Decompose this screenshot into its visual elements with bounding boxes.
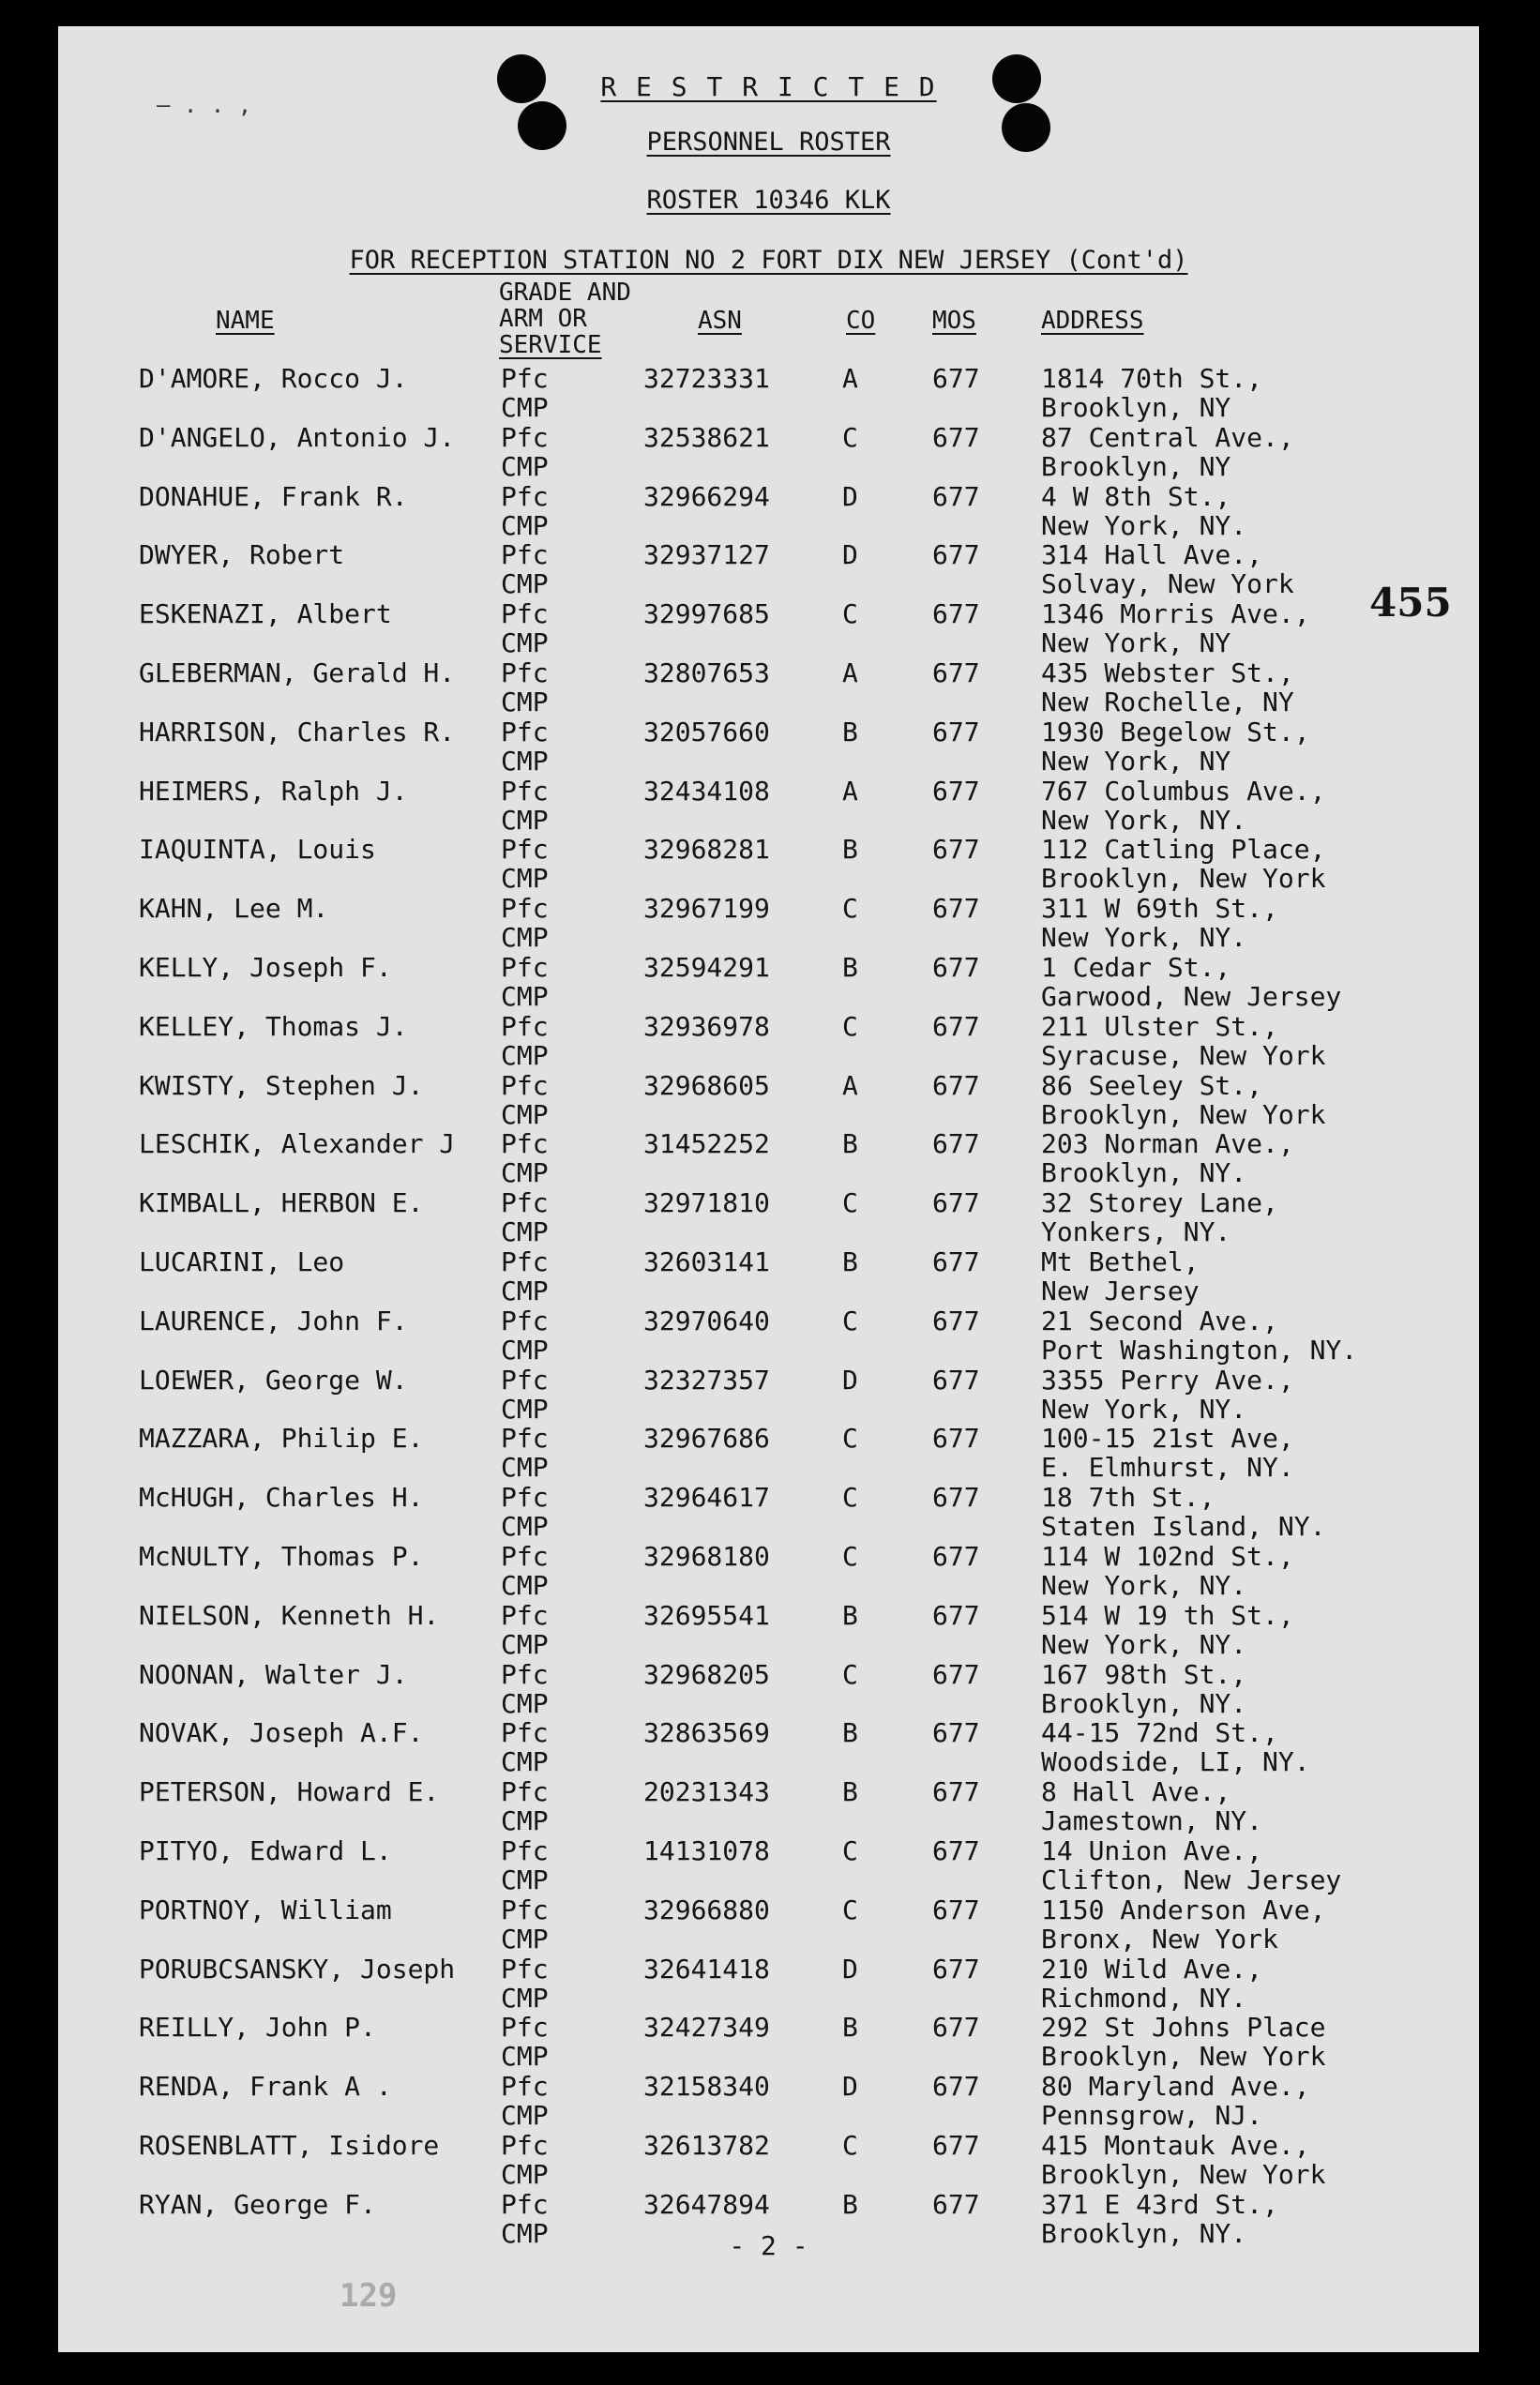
cell-addr2: Yonkers, NY.: [1041, 1216, 1231, 1248]
cell-co: B: [842, 1717, 858, 1749]
cell-co: B: [842, 952, 858, 983]
cell-asn: 32966294: [643, 480, 770, 512]
cell-addr1: 211 Ulster St.,: [1041, 1010, 1278, 1042]
column-header-grade: [499, 279, 631, 358]
cell-mos: 677: [932, 834, 980, 866]
cell-arm: CMP: [501, 922, 549, 954]
cell-arm: CMP: [501, 1570, 549, 1601]
cell-co: C: [842, 1658, 858, 1690]
cell-addr1: 311 W 69th St.,: [1041, 893, 1278, 925]
cell-asn: 32057660: [643, 716, 770, 747]
cell-name: REILLY, John P.: [139, 2012, 376, 2044]
cell-grade: Pfc: [501, 1482, 549, 1514]
cell-grade: Pfc: [501, 1010, 549, 1042]
cell-addr2: Brooklyn, NY.: [1041, 1157, 1247, 1189]
cell-addr2: Staten Island, NY.: [1041, 1511, 1326, 1543]
cell-co: D: [842, 480, 858, 512]
cell-grade: Pfc: [501, 2130, 549, 2161]
cell-co: C: [842, 1423, 858, 1455]
cell-addr1: 1930 Begelow St.,: [1041, 716, 1310, 747]
cell-mos: 677: [932, 775, 980, 807]
cell-asn: 32970640: [643, 1305, 770, 1336]
cell-asn: 32538621: [643, 421, 770, 453]
cell-mos: 677: [932, 2071, 980, 2103]
cell-asn: 32434108: [643, 775, 770, 807]
cell-grade: Pfc: [501, 1364, 549, 1396]
cell-co: C: [842, 1835, 858, 1866]
cell-addr1: 114 W 102nd St.,: [1041, 1541, 1294, 1572]
cell-co: B: [842, 2012, 858, 2044]
cell-name: NIELSON, Kenneth H.: [139, 1599, 440, 1631]
cell-addr2: Brooklyn, NY.: [1041, 1687, 1247, 1719]
cell-addr2: Brooklyn, New York: [1041, 2041, 1326, 2073]
cell-asn: 32968180: [643, 1541, 770, 1572]
cell-addr2: Syracuse, New York: [1041, 1039, 1326, 1071]
cell-mos: 677: [932, 598, 980, 630]
cell-grade: Pfc: [501, 1423, 549, 1455]
cell-asn: 32613782: [643, 2130, 770, 2161]
cell-addr1: Mt Bethel,: [1041, 1246, 1200, 1277]
cell-grade: Pfc: [501, 1069, 549, 1101]
cell-arm: CMP: [501, 745, 549, 777]
cell-addr2: Pennsgrow, NJ.: [1041, 2100, 1263, 2132]
restricted-heading: R E S T R I C T E D: [600, 71, 937, 102]
cell-grade: Pfc: [501, 2188, 549, 2220]
cell-grade: Pfc: [501, 1128, 549, 1160]
cell-arm: CMP: [501, 1746, 549, 1778]
cell-arm: CMP: [501, 804, 549, 836]
cell-mos: 677: [932, 1246, 980, 1277]
cell-addr1: 8 Hall Ave.,: [1041, 1776, 1231, 1808]
cell-arm: CMP: [501, 1628, 549, 1660]
cell-arm: CMP: [501, 1216, 549, 1248]
cell-addr1: 112 Catling Place,: [1041, 834, 1326, 866]
cell-mos: 677: [932, 363, 980, 394]
cell-co: B: [842, 834, 858, 866]
cell-co: A: [842, 1069, 858, 1101]
cell-co: D: [842, 2071, 858, 2103]
cell-name: DWYER, Robert: [139, 539, 345, 571]
cell-mos: 677: [932, 1953, 980, 1985]
cell-addr2: New York, NY: [1041, 627, 1231, 659]
cell-name: MAZZARA, Philip E.: [139, 1423, 424, 1455]
cell-arm: CMP: [501, 1687, 549, 1719]
cell-addr2: New Jersey: [1041, 1276, 1200, 1306]
cell-addr2: Brooklyn, New York: [1041, 1098, 1326, 1130]
cell-grade: Pfc: [501, 893, 549, 925]
cell-name: LESCHIK, Alexander J: [139, 1128, 456, 1160]
cell-addr2: New York, NY.: [1041, 804, 1247, 836]
cell-mos: 677: [932, 1069, 980, 1101]
cell-mos: 677: [932, 2012, 980, 2044]
cell-addr2: New York, NY.: [1041, 1570, 1247, 1601]
cell-addr2: Brooklyn, NY.: [1041, 2217, 1247, 2249]
cell-grade: Pfc: [501, 2012, 549, 2044]
cell-name: HARRISON, Charles R.: [139, 716, 456, 747]
cell-name: GLEBERMAN, Gerald H.: [139, 657, 456, 688]
cell-arm: CMP: [501, 1805, 549, 1837]
cell-co: A: [842, 775, 858, 807]
cell-co: C: [842, 1894, 858, 1925]
cell-arm: CMP: [501, 1452, 549, 1484]
cell-asn: 32594291: [643, 952, 770, 983]
cell-mos: 677: [932, 2130, 980, 2161]
cell-arm: CMP: [501, 1511, 549, 1543]
cell-grade: Pfc: [501, 1717, 549, 1749]
cell-name: ESKENAZI, Albert: [139, 598, 392, 630]
cell-addr2: Brooklyn, NY: [1041, 450, 1231, 482]
cell-mos: 677: [932, 1835, 980, 1866]
cell-addr1: 3355 Perry Ave.,: [1041, 1364, 1294, 1396]
cell-mos: 677: [932, 1658, 980, 1690]
cell-co: C: [842, 893, 858, 925]
cell-mos: 677: [932, 480, 980, 512]
cell-addr1: 514 W 19 th St.,: [1041, 1599, 1294, 1631]
cell-addr2: Brooklyn, New York: [1041, 863, 1326, 895]
cell-addr2: New York, NY: [1041, 745, 1231, 777]
cell-name: KAHN, Lee M.: [139, 893, 329, 925]
cell-grade: Pfc: [501, 834, 549, 866]
cell-mos: 677: [932, 657, 980, 688]
cell-asn: 32427349: [643, 2012, 770, 2044]
cell-addr1: 210 Wild Ave.,: [1041, 1953, 1263, 1985]
cell-addr2: New York, NY.: [1041, 1393, 1247, 1425]
cell-arm: CMP: [501, 2217, 549, 2249]
cell-name: PORUBCSANSKY, Joseph: [139, 1953, 456, 1985]
cell-mos: 677: [932, 1717, 980, 1749]
cell-name: PORTNOY, William: [139, 1894, 392, 1925]
cell-mos: 677: [932, 1128, 980, 1160]
cell-name: KELLEY, Thomas J.: [139, 1010, 408, 1042]
roster-page: [58, 26, 1479, 2352]
column-header-asn: ASN: [698, 307, 742, 335]
cell-mos: 677: [932, 421, 980, 453]
cell-co: D: [842, 539, 858, 571]
cell-mos: 677: [932, 2188, 980, 2220]
cell-grade: Pfc: [501, 657, 549, 688]
cell-arm: CMP: [501, 1157, 549, 1189]
cell-grade: Pfc: [501, 1658, 549, 1690]
cell-asn: 32997685: [643, 598, 770, 630]
cell-co: C: [842, 1541, 858, 1572]
cell-asn: 32695541: [643, 1599, 770, 1631]
cell-co: C: [842, 1305, 858, 1336]
cell-arm: CMP: [501, 2159, 549, 2190]
cell-addr1: 80 Maryland Ave.,: [1041, 2071, 1310, 2103]
cell-mos: 677: [932, 952, 980, 983]
cell-arm: CMP: [501, 627, 549, 659]
cell-grade: Pfc: [501, 716, 549, 747]
cell-grade: Pfc: [501, 363, 549, 394]
cell-arm: CMP: [501, 863, 549, 895]
cell-asn: 32603141: [643, 1246, 770, 1277]
cell-arm: CMP: [501, 1098, 549, 1130]
cell-addr2: Brooklyn, New York: [1041, 2159, 1326, 2190]
cell-mos: 677: [932, 1010, 980, 1042]
cell-mos: 677: [932, 539, 980, 571]
cell-addr1: 14 Union Ave.,: [1041, 1835, 1263, 1866]
cell-asn: 32968205: [643, 1658, 770, 1690]
cell-mos: 677: [932, 716, 980, 747]
page-number: - 2 -: [729, 2230, 808, 2261]
cell-asn: 32968281: [643, 834, 770, 866]
cell-co: B: [842, 1128, 858, 1160]
cell-name: NOVAK, Joseph A.F.: [139, 1717, 424, 1749]
cell-arm: CMP: [501, 568, 549, 600]
cell-asn: 14131078: [643, 1835, 770, 1866]
station-heading: FOR RECEPTION STATION NO 2 FORT DIX NEW JERSEY (Cont'd): [349, 246, 1188, 275]
cell-addr1: 371 E 43rd St.,: [1041, 2188, 1278, 2220]
cell-asn: 32968605: [643, 1069, 770, 1101]
column-header-name: NAME: [216, 307, 275, 335]
cell-grade: Pfc: [501, 1541, 549, 1572]
cell-co: C: [842, 1187, 858, 1219]
cell-addr2: New York, NY.: [1041, 1628, 1247, 1660]
grade-header-line-3: SERVICE: [499, 331, 602, 359]
cell-addr1: 1150 Anderson Ave,: [1041, 1894, 1326, 1925]
cell-addr2: Port Washington, NY.: [1041, 1334, 1358, 1366]
cell-addr1: 314 Hall Ave.,: [1041, 539, 1263, 571]
cell-name: IAQUINTA, Louis: [139, 834, 376, 866]
cell-grade: Pfc: [501, 1894, 549, 1925]
cell-co: D: [842, 1953, 858, 1985]
cell-mos: 677: [932, 1894, 980, 1925]
cell-co: C: [842, 1482, 858, 1514]
cell-grade: Pfc: [501, 952, 549, 983]
cell-arm: CMP: [501, 687, 549, 717]
cell-addr1: 32 Storey Lane,: [1041, 1187, 1278, 1219]
cell-asn: 32863569: [643, 1717, 770, 1749]
cell-name: KELLY, Joseph F.: [139, 952, 392, 983]
cell-addr1: 292 St Johns Place: [1041, 2012, 1326, 2044]
cell-asn: 32158340: [643, 2071, 770, 2103]
cell-addr1: 18 7th St.,: [1041, 1482, 1215, 1514]
grade-header-line-1: GRADE AND: [499, 279, 631, 307]
cell-co: B: [842, 1246, 858, 1277]
cell-addr1: 767 Columbus Ave.,: [1041, 775, 1326, 807]
cell-co: C: [842, 421, 858, 453]
cell-addr1: 4 W 8th St.,: [1041, 480, 1231, 512]
cell-co: B: [842, 1599, 858, 1631]
cell-mos: 677: [932, 1541, 980, 1572]
cell-arm: CMP: [501, 981, 549, 1012]
cell-addr1: 167 98th St.,: [1041, 1658, 1247, 1690]
cell-grade: Pfc: [501, 775, 549, 807]
cell-asn: 20231343: [643, 1776, 770, 1808]
cell-addr2: Jamestown, NY.: [1041, 1805, 1263, 1837]
cell-addr1: 1346 Morris Ave.,: [1041, 598, 1310, 630]
cell-mos: 677: [932, 1599, 980, 1631]
cell-asn: 32966880: [643, 1894, 770, 1925]
cell-asn: 32967199: [643, 893, 770, 925]
personnel-roster-heading: PERSONNEL ROSTER: [646, 128, 891, 157]
cell-co: C: [842, 598, 858, 630]
cell-asn: 32723331: [643, 363, 770, 394]
cell-mos: 677: [932, 1364, 980, 1396]
cell-co: B: [842, 2188, 858, 2220]
cell-name: LUCARINI, Leo: [139, 1246, 345, 1277]
cell-addr2: Richmond, NY.: [1041, 1982, 1247, 2014]
cell-asn: 32936978: [643, 1010, 770, 1042]
cell-grade: Pfc: [501, 480, 549, 512]
cell-asn: 32641418: [643, 1953, 770, 1985]
cell-addr2: New Rochelle, NY: [1041, 687, 1294, 717]
bottom-left-mark: 129: [340, 2277, 398, 2315]
cell-asn: 32964617: [643, 1482, 770, 1514]
cell-mos: 677: [932, 1423, 980, 1455]
cell-grade: Pfc: [501, 598, 549, 630]
cell-name: ROSENBLATT, Isidore: [139, 2130, 440, 2161]
cell-addr2: New York, NY.: [1041, 509, 1247, 541]
column-header-co: CO: [846, 307, 876, 335]
cell-co: B: [842, 1776, 858, 1808]
cell-name: HEIMERS, Ralph J.: [139, 775, 408, 807]
cell-addr2: E. Elmhurst, NY.: [1041, 1452, 1294, 1484]
cell-name: D'ANGELO, Antonio J.: [139, 421, 456, 453]
column-header-mos: MOS: [932, 307, 976, 335]
cell-name: PETERSON, Howard E.: [139, 1776, 440, 1808]
cell-mos: 677: [932, 1187, 980, 1219]
cell-mos: 677: [932, 893, 980, 925]
cell-arm: CMP: [501, 1039, 549, 1071]
cell-co: C: [842, 1010, 858, 1042]
grade-header-line-2: ARM OR: [499, 305, 587, 333]
cell-addr1: 415 Montauk Ave.,: [1041, 2130, 1310, 2161]
cell-co: A: [842, 657, 858, 688]
cell-mos: 677: [932, 1482, 980, 1514]
cell-asn: 31452252: [643, 1128, 770, 1160]
cell-co: C: [842, 2130, 858, 2161]
cell-asn: 32971810: [643, 1187, 770, 1219]
cell-arm: CMP: [501, 1982, 549, 2014]
cell-asn: 32967686: [643, 1423, 770, 1455]
cell-asn: 32807653: [643, 657, 770, 688]
cell-arm: CMP: [501, 392, 549, 423]
cell-arm: CMP: [501, 1923, 549, 1955]
cell-grade: Pfc: [501, 1599, 549, 1631]
cell-grade: Pfc: [501, 1835, 549, 1866]
cell-addr1: 86 Seeley St.,: [1041, 1069, 1263, 1101]
cell-addr1: 87 Central Ave.,: [1041, 421, 1294, 453]
cell-addr2: Woodside, LI, NY.: [1041, 1746, 1310, 1778]
top-left-marks: – . . ,: [157, 92, 252, 118]
page-stamp: 455: [1369, 580, 1452, 626]
cell-grade: Pfc: [501, 1776, 549, 1808]
cell-arm: CMP: [501, 2100, 549, 2132]
cell-addr1: 1 Cedar St.,: [1041, 952, 1231, 983]
cell-addr1: 100-15 21st Ave,: [1041, 1423, 1294, 1455]
cell-arm: CMP: [501, 1393, 549, 1425]
cell-arm: CMP: [501, 450, 549, 482]
cell-name: KIMBALL, HERBON E.: [139, 1187, 424, 1219]
cell-grade: Pfc: [501, 2071, 549, 2103]
cell-addr1: 203 Norman Ave.,: [1041, 1128, 1294, 1160]
cell-grade: Pfc: [501, 421, 549, 453]
cell-mos: 677: [932, 1305, 980, 1336]
cell-co: B: [842, 716, 858, 747]
cell-grade: Pfc: [501, 1187, 549, 1219]
cell-addr2: Garwood, New Jersey: [1041, 981, 1342, 1012]
cell-mos: 677: [932, 1776, 980, 1808]
cell-name: LOEWER, George W.: [139, 1364, 408, 1396]
cell-addr1: 435 Webster St.,: [1041, 657, 1294, 688]
cell-arm: CMP: [501, 1864, 549, 1895]
cell-addr1: 1814 70th St.,: [1041, 363, 1263, 394]
roster-number-heading: ROSTER 10346 KLK: [646, 186, 891, 215]
cell-addr2: Solvay, New York: [1041, 568, 1294, 600]
cell-asn: 32937127: [643, 539, 770, 571]
cell-arm: CMP: [501, 1334, 549, 1366]
cell-grade: Pfc: [501, 1953, 549, 1985]
cell-arm: CMP: [501, 509, 549, 541]
cell-addr2: Clifton, New Jersey: [1041, 1864, 1342, 1895]
cell-name: McHUGH, Charles H.: [139, 1482, 424, 1514]
cell-grade: Pfc: [501, 1305, 549, 1336]
cell-addr2: New York, NY.: [1041, 922, 1247, 954]
cell-name: McNULTY, Thomas P.: [139, 1541, 424, 1572]
cell-grade: Pfc: [501, 539, 549, 571]
cell-name: LAURENCE, John F.: [139, 1305, 408, 1336]
cell-name: NOONAN, Walter J.: [139, 1658, 408, 1690]
cell-arm: CMP: [501, 2041, 549, 2073]
cell-name: PITYO, Edward L.: [139, 1835, 392, 1866]
cell-co: A: [842, 363, 858, 394]
cell-name: RENDA, Frank A .: [139, 2071, 392, 2103]
cell-arm: CMP: [501, 1276, 549, 1306]
column-header-address: ADDRESS: [1041, 307, 1144, 335]
cell-addr1: 21 Second Ave.,: [1041, 1305, 1278, 1336]
cell-addr1: 44-15 72nd St.,: [1041, 1717, 1278, 1749]
cell-name: KWISTY, Stephen J.: [139, 1069, 424, 1101]
cell-name: RYAN, George F.: [139, 2188, 376, 2220]
cell-addr2: Bronx, New York: [1041, 1923, 1278, 1955]
cell-name: D'AMORE, Rocco J.: [139, 363, 408, 394]
cell-addr2: Brooklyn, NY: [1041, 392, 1231, 423]
cell-grade: Pfc: [501, 1246, 549, 1277]
cell-asn: 32647894: [643, 2188, 770, 2220]
cell-asn: 32327357: [643, 1364, 770, 1396]
cell-co: D: [842, 1364, 858, 1396]
cell-name: DONAHUE, Frank R.: [139, 480, 408, 512]
